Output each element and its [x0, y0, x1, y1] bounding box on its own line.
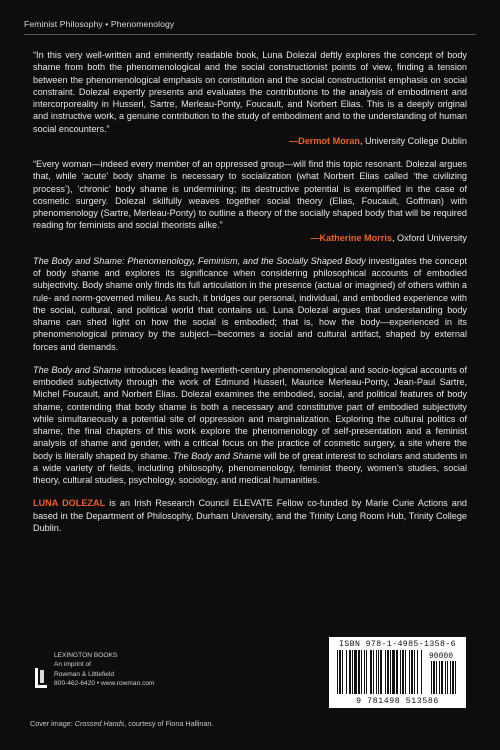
blurb-1-text: “In this very well-written and eminently readable book, Luna Dolezal deftly explores the concept of body shame from both the phenomenological and the social constructionist points of view, finding a tension between the phenomenological emphasis on constitution and the social constructionist emphasis on social constraint. Dolezal expertly presents and evaluates the contributions to the analysis of embodiment and intercorporeality in Husserl, Sartre, Merleau-Ponty, Foucault, and Norbert Elias. This is a deeply original and instructive work, a genuine contribution to the study of embodiment and to the understanding of human social encounters.”	[33, 50, 467, 134]
category-label: Feminist Philosophy • Phenomenology	[24, 19, 175, 29]
publisher-info	[54, 651, 155, 689]
publisher-logo-icon	[30, 665, 52, 693]
book-title-italic-3: The Body and Shame	[172, 450, 262, 461]
blurb-1-affiliation: , University College Dublin	[359, 135, 467, 146]
description-paragraph-2	[33, 364, 467, 487]
ean-text: 9 781498 513586	[356, 697, 439, 706]
barcode-box	[329, 637, 466, 708]
blurb-2-text: “Every woman—indeed every member of an oppressed group—will find this topic resonant. Dolezal argues that, while ‘acute’ body shame is necessary to socialization (what Norbert Elias called ‘the civilizing process’), ‘chronic’ body shame is undermining; its destructive potential is exemplified in the case of cosmetic surgery. Dolezal skilfully weaves together social theory (Elias, Foucault, Goffman) with phenomenology (Sartre, Merleau-Ponty) to outline a theory of the socially shaped body that will be required reading for feminists and social theorists alike.”	[33, 159, 467, 231]
blurb-2-affiliation: , Oxford University	[391, 232, 467, 243]
cover-credit-suffix: , courtesy of Fiona Hallinan.	[124, 719, 214, 728]
cover-copy	[33, 49, 467, 545]
publisher-imprint-label: An imprint of	[54, 661, 92, 669]
blurb-1-name: —Dermot Moran	[289, 135, 360, 146]
author-bio-text: is an Irish Research Council ELEVATE Fellow co-funded by Marie Curie Actions and based in the Department of Philosophy, Durham University, and the Trinity Long Room Hub, Trinity College Dublin.	[33, 498, 467, 533]
barcode-icon	[337, 650, 458, 696]
blurb-1	[33, 49, 467, 147]
publisher-parent: Rowman & Littlefield	[54, 670, 115, 678]
publisher-name: LEXINGTON BOOKS	[54, 652, 118, 659]
book-title-italic-2: The Body and Shame	[33, 364, 122, 375]
book-title-italic: The Body and Shame: Phenomenology, Feminism, and the Socially Shaped Body	[33, 255, 366, 266]
blurb-2	[33, 158, 467, 244]
blurb-1-attribution	[33, 135, 467, 147]
publisher-block	[30, 651, 200, 711]
author-name: LUNA DOLEZAL	[33, 498, 106, 509]
isbn-text: ISBN 978-1-4985-1358-6	[339, 640, 456, 649]
cover-credit-prefix: Cover image:	[30, 719, 75, 728]
description-1-text: investigates the concept of body shame and explores its significance when considering philosophical accounts of embodied subjectivity. Body shame only finds its full articulation in the presence (actual or imagined) of others within a rule- and norm-governed milieu. As such, it bridges our personal, individual, and embodied experience with the social, cultural, and political world that contains us. Luna Dolezal argues that understanding body shame can shed light on how the social is embodied; that is, how the body—experienced in its phenomenological primacy by the subject—becomes a social and cultural artifact, shaped by external forces and demands.	[33, 255, 467, 352]
publisher-contact: 800-462-6420 • www.rowman.com	[54, 680, 155, 688]
blurb-2-attribution	[33, 232, 467, 244]
cover-image-title: Crossed Hands	[74, 719, 125, 728]
description-2-end: will be of great interest to scholars and students in a wide variety of fields, including philosophy, phenomenology, feminist theory, women’s studies, social theory, cultural studies, psychology, sociology, and medical humanities.	[33, 450, 468, 485]
blurb-2-name: —Katherine Morris	[310, 232, 392, 243]
price-code: 90000	[429, 652, 454, 661]
description-paragraph-1	[33, 255, 467, 353]
cover-credit	[30, 719, 213, 728]
divider	[24, 34, 476, 35]
author-bio	[33, 497, 467, 534]
description-2-text: introduces leading twentieth-century phenomenological and socio-logical accounts of embodied subjectivity through the work of Edmund Husserl, Maurice Merleau-Ponty, Jean-Paul Sartre, Michel Foucault, and Norbert Elias. Dolezal examines the embodied, social, and political features of body shame, contending that body shame is both a necessary and constitutive part of embodied subjectivity while simultaneously a potential site of oppression and marginalization. Exploring the cultural politics of shame, the final chapters of this work explore the phenomenology of self-presentation and a feminist analysis of shame and gender, with a critical focus on the practice of cosmetic surgery, a site where the body is literally shaped by shame.	[33, 364, 467, 461]
